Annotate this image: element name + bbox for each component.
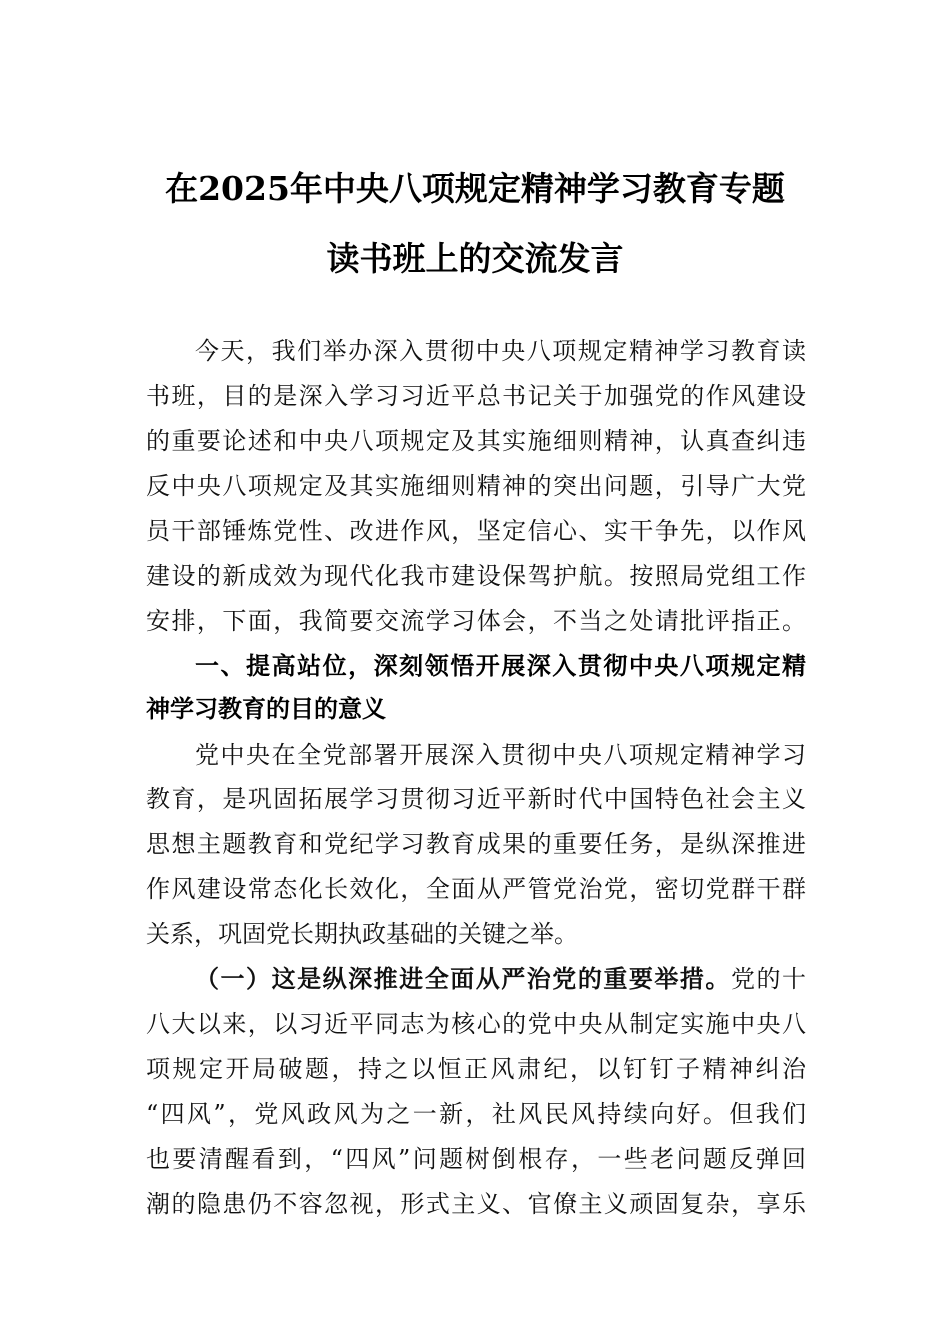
section-body-line: 作风建设常态化长效化，全面从严管党治党，密切党群干群 <box>146 875 806 903</box>
subsection-line: 也要清醒看到，“四风”问题树倒根存，一些老问题反弹回 <box>146 1145 806 1173</box>
section-body-line: 教育，是巩固拓展学习贯彻习近平新时代中国特色社会主义 <box>146 785 806 813</box>
section-body-line: 思想主题教育和党纪学习教育成果的重要任务，是纵深推进 <box>146 830 806 858</box>
intro-line: 反中央八项规定及其实施细则精神的突出问题，引导广大党 <box>146 472 806 500</box>
section-heading-line: 神学习教育的目的意义 <box>146 695 386 723</box>
subsection-lead: （一）这是纵深推进全面从严治党的重要举措。 <box>195 964 731 993</box>
intro-line: 建设的新成效为现代化我市建设保驾护航。按照局党组工作 <box>146 562 806 590</box>
subsection-line: 项规定开局破题，持之以恒正风肃纪，以钉钉子精神纠治 <box>146 1055 806 1083</box>
subsection-first-line <box>195 964 806 994</box>
section-body-line: 关系，巩固党长期执政基础的关键之举。 <box>146 920 578 948</box>
subsection-first-tail: 党的十 <box>730 965 807 993</box>
intro-line: 员干部锤炼党性、改进作风，坚定信心、实干争先，以作风 <box>146 517 806 545</box>
subsection-line: “四风”，党风政风为之一新，社风民风持续向好。但我们 <box>146 1100 806 1128</box>
section-body-line: 党中央在全党部署开展深入贯彻中央八项规定精神学习 <box>195 741 806 769</box>
subsection-line: 八大以来，以习近平同志为核心的党中央从制定实施中央八 <box>146 1010 806 1038</box>
intro-line: 今天，我们举办深入贯彻中央八项规定精神学习教育读 <box>195 337 806 365</box>
document-title-line-2: 读书班上的交流发言 <box>326 239 624 278</box>
intro-line: 的重要论述和中央八项规定及其实施细则精神，认真查纠违 <box>146 427 806 455</box>
subsection-line: 潮的隐患仍不容忽视，形式主义、官僚主义顽固复杂，享乐 <box>146 1190 806 1218</box>
intro-line: 书班，目的是深入学习习近平总书记关于加强党的作风建设 <box>146 382 806 410</box>
intro-line: 安排，下面，我简要交流学习体会，不当之处请批评指正。 <box>146 607 806 635</box>
section-heading-line: 一、提高站位，深刻领悟开展深入贯彻中央八项规定精 <box>195 652 806 680</box>
document-title-line-1: 在2025年中央八项规定精神学习教育专题 <box>165 169 785 208</box>
